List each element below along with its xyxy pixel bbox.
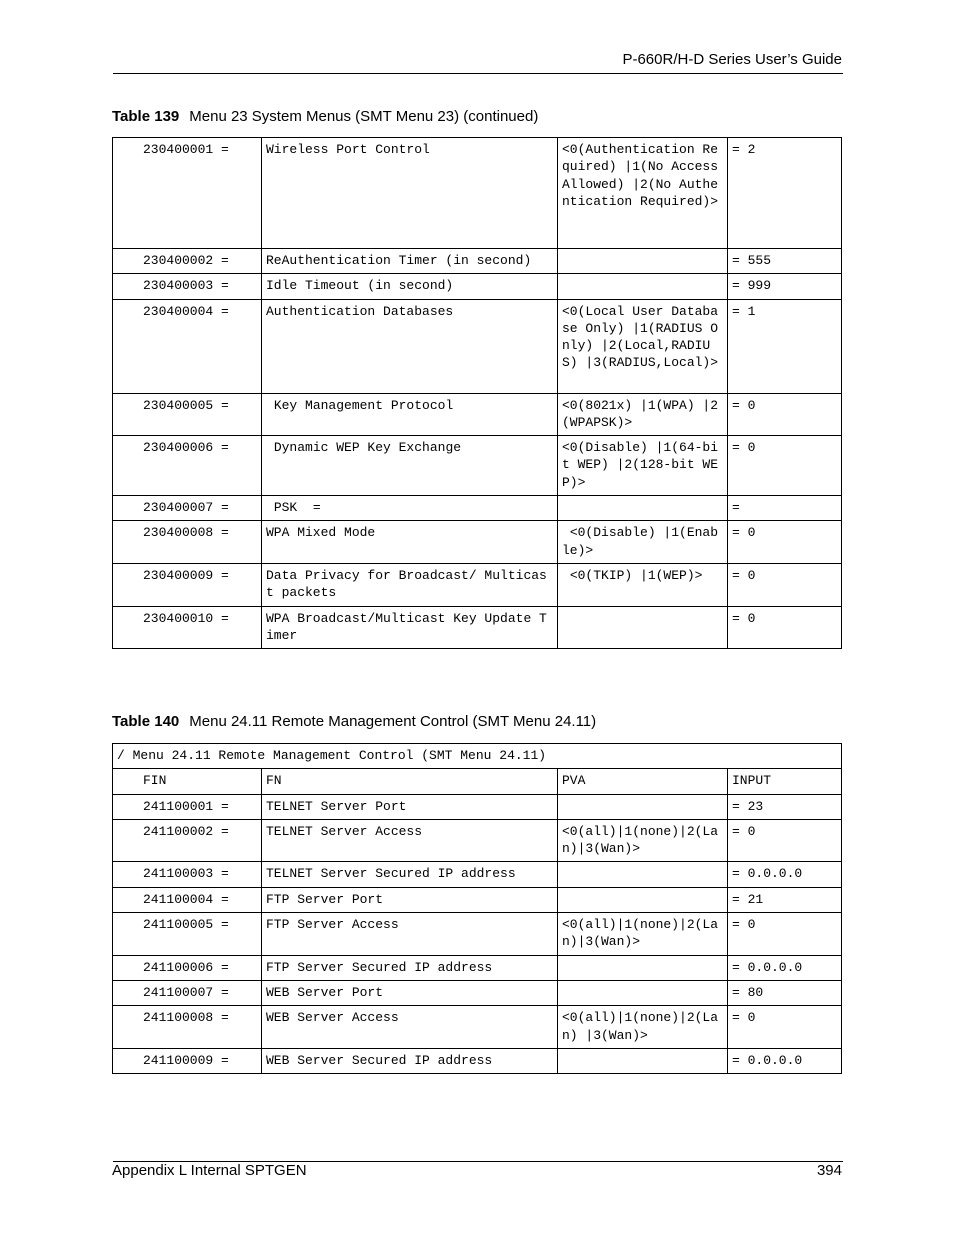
input-cell: = 0.0.0.0 <box>728 955 842 980</box>
table-139-body <box>113 138 842 649</box>
pva-cell: <0(all)|1(none)|2(Lan) |3(Wan)> <box>558 1006 728 1049</box>
pva-cell: <0(TKIP) |1(WEP)> <box>558 563 728 606</box>
fn-cell: PSK = <box>262 496 558 521</box>
menu-title-cell: / Menu 24.11 Remote Management Control (SMT Menu 24.11) <box>113 744 842 769</box>
table-row <box>113 274 842 299</box>
fin-cell: 230400008 = <box>113 521 262 564</box>
header-rule <box>113 73 843 74</box>
input-cell: = 0 <box>728 1006 842 1049</box>
input-cell: = 80 <box>728 980 842 1005</box>
input-cell: = 0 <box>728 393 842 436</box>
fin-cell: 230400010 = <box>113 606 262 649</box>
fin-cell: 241100002 = <box>113 819 262 862</box>
input-cell: = 0 <box>728 606 842 649</box>
column-header-pva: PVA <box>558 769 728 794</box>
fin-cell: 230400006 = <box>113 436 262 496</box>
column-header-fn: FN <box>262 769 558 794</box>
table-row <box>113 1006 842 1049</box>
fn-cell: Dynamic WEP Key Exchange <box>262 436 558 496</box>
running-header-title: P-660R/H-D Series User’s Guide <box>622 51 842 68</box>
fn-cell: Data Privacy for Broadcast/ Multicast packets <box>262 563 558 606</box>
fn-cell: WEB Server Port <box>262 980 558 1005</box>
table-row <box>113 887 842 912</box>
input-cell: = 0 <box>728 436 842 496</box>
table-row <box>113 862 842 887</box>
fn-cell: WEB Server Access <box>262 1006 558 1049</box>
table-row <box>113 1048 842 1073</box>
table-140-title: Menu 24.11 Remote Management Control (SMT Menu 24.11) <box>189 713 597 730</box>
table-row <box>113 980 842 1005</box>
pva-cell: <0(all)|1(none)|2(Lan)|3(Wan)> <box>558 913 728 956</box>
pva-cell: <0(Local User Database Only) |1(RADIUS Only) |2(Local,RADIUS) |3(RADIUS,Local)> <box>558 299 728 393</box>
fn-cell: FTP Server Access <box>262 913 558 956</box>
pva-cell <box>558 980 728 1005</box>
table-140 <box>112 743 842 1074</box>
input-cell: = 0.0.0.0 <box>728 1048 842 1073</box>
table-140-body <box>113 744 842 1074</box>
pva-cell: <0(8021x) |1(WPA) |2(WPAPSK)> <box>558 393 728 436</box>
page-number: 394 <box>816 1162 842 1179</box>
pva-cell <box>558 887 728 912</box>
table-139-title: Menu 23 System Menus (SMT Menu 23) (continued) <box>189 108 539 125</box>
pva-cell <box>558 274 728 299</box>
pva-cell <box>558 606 728 649</box>
fin-cell: 241100007 = <box>113 980 262 1005</box>
fn-cell: Key Management Protocol <box>262 393 558 436</box>
table-row <box>113 913 842 956</box>
table-row <box>113 819 842 862</box>
input-cell: = 21 <box>728 887 842 912</box>
table-row <box>113 955 842 980</box>
table-row <box>113 794 842 819</box>
header-row <box>113 769 842 794</box>
input-cell: = 0 <box>728 819 842 862</box>
table-row <box>113 138 842 249</box>
fin-cell: 241100004 = <box>113 887 262 912</box>
menu-title-row <box>113 744 842 769</box>
table-row <box>113 249 842 274</box>
fn-cell: TELNET Server Secured IP address <box>262 862 558 887</box>
column-header-input: INPUT <box>728 769 842 794</box>
pva-cell: <0(Disable) |1(Enable)> <box>558 521 728 564</box>
fn-cell: WPA Broadcast/Multicast Key Update Timer <box>262 606 558 649</box>
fin-cell: 230400005 = <box>113 393 262 436</box>
table-139 <box>112 137 842 649</box>
fin-cell: 241100005 = <box>113 913 262 956</box>
fin-cell: 230400004 = <box>113 299 262 393</box>
fn-cell: ReAuthentication Timer (in second) <box>262 249 558 274</box>
input-cell: = 23 <box>728 794 842 819</box>
table-row <box>113 563 842 606</box>
input-cell: = 1 <box>728 299 842 393</box>
table-row <box>113 496 842 521</box>
fin-cell: 230400001 = <box>113 138 262 249</box>
pva-cell <box>558 955 728 980</box>
table-row <box>113 393 842 436</box>
fin-cell: 241100006 = <box>113 955 262 980</box>
pva-cell <box>558 496 728 521</box>
fin-cell: 241100003 = <box>113 862 262 887</box>
fn-cell: Wireless Port Control <box>262 138 558 249</box>
input-cell: = <box>728 496 842 521</box>
fn-cell: WPA Mixed Mode <box>262 521 558 564</box>
fin-cell: 230400009 = <box>113 563 262 606</box>
fn-cell: TELNET Server Port <box>262 794 558 819</box>
table-140-label: Table 140 <box>112 713 180 730</box>
pva-cell <box>558 249 728 274</box>
table-140-caption <box>112 713 596 730</box>
fin-cell: 230400002 = <box>113 249 262 274</box>
fin-cell: 230400003 = <box>113 274 262 299</box>
fn-cell: Idle Timeout (in second) <box>262 274 558 299</box>
fn-cell: FTP Server Secured IP address <box>262 955 558 980</box>
table-row <box>113 606 842 649</box>
pva-cell <box>558 862 728 887</box>
pva-cell: <0(all)|1(none)|2(Lan)|3(Wan)> <box>558 819 728 862</box>
pva-cell: <0(Disable) |1(64-bit WEP) |2(128-bit WEP)> <box>558 436 728 496</box>
table-row <box>113 436 842 496</box>
input-cell: = 0 <box>728 521 842 564</box>
table-139-label: Table 139 <box>112 108 180 125</box>
fin-cell: 230400007 = <box>113 496 262 521</box>
pva-cell <box>558 1048 728 1073</box>
table-row <box>113 299 842 393</box>
fin-cell: 241100008 = <box>113 1006 262 1049</box>
input-cell: = 0 <box>728 913 842 956</box>
fn-cell: FTP Server Port <box>262 887 558 912</box>
table-row <box>113 521 842 564</box>
fn-cell: WEB Server Secured IP address <box>262 1048 558 1073</box>
fin-cell: 241100009 = <box>113 1048 262 1073</box>
fin-cell: 241100001 = <box>113 794 262 819</box>
input-cell: = 2 <box>728 138 842 249</box>
pva-cell <box>558 794 728 819</box>
table-139-caption <box>112 108 538 125</box>
column-header-fin: FIN <box>113 769 262 794</box>
input-cell: = 555 <box>728 249 842 274</box>
input-cell: = 0.0.0.0 <box>728 862 842 887</box>
pva-cell: <0(Authentication Required) |1(No Access Allowed) |2(No Authentication Required)> <box>558 138 728 249</box>
footer-section-title: Appendix L Internal SPTGEN <box>112 1162 307 1179</box>
fn-cell: TELNET Server Access <box>262 819 558 862</box>
fn-cell: Authentication Databases <box>262 299 558 393</box>
input-cell: = 999 <box>728 274 842 299</box>
input-cell: = 0 <box>728 563 842 606</box>
